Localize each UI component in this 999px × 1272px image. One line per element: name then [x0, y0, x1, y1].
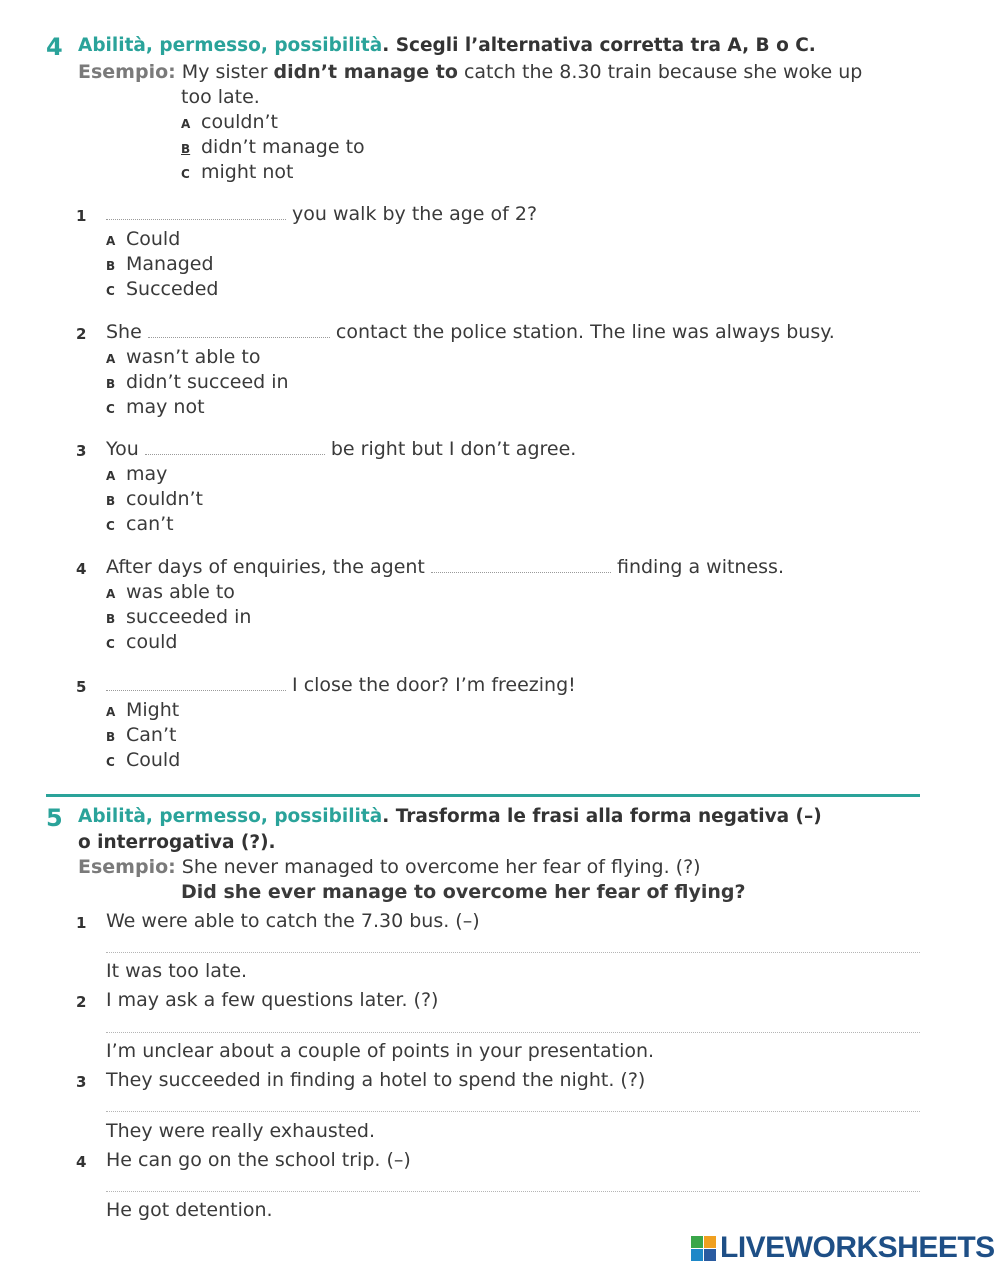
example-option-c — [181, 161, 294, 183]
option-letter: B — [106, 377, 116, 391]
question-2-option-c[interactable] — [106, 396, 205, 418]
exercise-5-title — [78, 806, 822, 827]
answer-blank[interactable] — [106, 205, 286, 220]
option-text: didn’t succeed in — [126, 371, 289, 393]
option-text: may not — [126, 396, 205, 418]
transform-sentence-2: I may ask a few questions later. (?) — [106, 989, 439, 1011]
option-letter: C — [106, 755, 115, 769]
option-letter: A — [106, 352, 116, 366]
question-number: 3 — [76, 442, 87, 460]
question-text: finding a witness. — [616, 556, 784, 578]
option-text: Succeded — [126, 278, 219, 300]
option-letter: C — [106, 284, 115, 298]
question-2-option-a[interactable] — [106, 346, 260, 368]
followup-3: They were really exhausted. — [106, 1120, 376, 1142]
transform-sentence-3: They succeeded in finding a hotel to spend the night. (?) — [106, 1069, 646, 1091]
question-4-option-c[interactable] — [106, 631, 177, 653]
question-5-option-c[interactable] — [106, 749, 180, 771]
option-text: was able to — [126, 581, 235, 603]
example-text-after: catch the 8.30 train because she woke up — [457, 61, 863, 83]
option-text: Managed — [126, 253, 214, 275]
question-5-stem — [106, 674, 576, 696]
answer-line-1[interactable] — [106, 952, 920, 953]
question-number: 2 — [76, 325, 87, 343]
answer-line-2[interactable] — [106, 1032, 920, 1033]
option-text: Can’t — [126, 724, 177, 746]
example-option-a — [181, 111, 278, 133]
question-1-stem — [106, 203, 537, 225]
transform-sentence-4: He can go on the school trip. (–) — [106, 1149, 411, 1171]
exercise-5-title-topic: Abilità, permesso, possibilità — [78, 806, 383, 827]
question-3-option-c[interactable] — [106, 513, 174, 535]
question-2-option-b[interactable] — [106, 371, 289, 393]
exercise-4-title-instruction: . Scegli l’alternativa corretta tra A, B o C. — [382, 35, 816, 56]
example-line2: too late. — [181, 86, 260, 108]
question-1-option-b[interactable] — [106, 253, 214, 275]
option-letter: A — [181, 117, 191, 131]
answer-line-3[interactable] — [106, 1111, 920, 1112]
question-number: 4 — [76, 560, 87, 578]
question-1-option-a[interactable] — [106, 228, 180, 250]
option-text: could — [126, 631, 178, 653]
answer-blank[interactable] — [145, 440, 325, 455]
question-number: 3 — [76, 1073, 87, 1091]
question-3-option-a[interactable] — [106, 463, 167, 485]
option-letter: B — [106, 730, 116, 744]
exercise-4-title — [78, 35, 816, 56]
question-text: I close the door? I’m freezing! — [292, 674, 576, 696]
followup-2: I’m unclear about a couple of points in your presentation. — [106, 1040, 655, 1062]
question-3-option-b[interactable] — [106, 488, 203, 510]
option-text: may — [126, 463, 168, 485]
option-text: didn’t manage to — [201, 136, 365, 158]
option-text: couldn’t — [126, 488, 203, 510]
option-letter: B — [106, 494, 116, 508]
question-number: 2 — [76, 993, 87, 1011]
option-text: wasn’t able to — [126, 346, 261, 368]
option-letter: C — [106, 519, 115, 533]
option-letter: A — [106, 234, 116, 248]
exercise-5-title-line2: o interrogativa (?). — [78, 832, 276, 853]
question-text-before: After days of enquiries, the agent — [106, 556, 425, 578]
option-text: succeeded in — [126, 606, 252, 628]
option-text: Might — [126, 699, 180, 721]
example-sentence: She never managed to overcome her fear of flying. (?) — [181, 856, 701, 878]
followup-1: It was too late. — [106, 960, 248, 982]
exercise-5-number: 5 — [46, 804, 63, 832]
question-number: 1 — [76, 207, 87, 225]
option-text: might not — [201, 161, 294, 183]
question-5-option-b[interactable] — [106, 724, 176, 746]
example-label: Esempio: — [78, 856, 176, 878]
liveworksheets-logo — [691, 1230, 995, 1266]
example-bold-answer: didn’t manage to — [273, 61, 458, 83]
question-3-stem — [106, 438, 576, 460]
question-text: contact the police station. The line was always busy. — [335, 321, 835, 343]
exercise-5-example — [78, 856, 701, 878]
section-divider — [46, 794, 920, 797]
option-letter: A — [106, 587, 116, 601]
answer-line-4[interactable] — [106, 1191, 920, 1192]
example-label: Esempio: — [78, 61, 176, 83]
example-text-before: My sister — [181, 61, 274, 83]
option-text: couldn’t — [201, 111, 278, 133]
question-4-stem — [106, 556, 784, 578]
option-letter-underlined: B — [181, 142, 191, 156]
question-number: 5 — [76, 678, 87, 696]
option-letter: C — [106, 637, 115, 651]
option-letter: C — [106, 402, 115, 416]
answer-blank[interactable] — [431, 558, 611, 573]
question-number: 1 — [76, 914, 87, 932]
question-number: 4 — [76, 1153, 87, 1171]
question-text: you walk by the age of 2? — [292, 203, 538, 225]
logo-text: LIVEWORKSHEETS — [720, 1231, 995, 1264]
option-letter: B — [106, 612, 116, 626]
question-text-before: She — [106, 321, 142, 343]
followup-4: He got detention. — [106, 1199, 273, 1221]
option-letter: B — [106, 259, 116, 273]
question-text-before: You — [106, 438, 139, 460]
question-1-option-c[interactable] — [106, 278, 219, 300]
example-option-b-correct — [181, 136, 365, 158]
exercise-4-example — [78, 61, 862, 83]
option-letter: A — [106, 469, 116, 483]
exercise-5-title-instruction: . Trasforma le frasi alla forma negativa (–) — [382, 806, 822, 827]
question-4-option-a[interactable] — [106, 581, 235, 603]
answer-blank[interactable] — [106, 676, 286, 691]
option-text: can’t — [126, 513, 174, 535]
question-text: be right but I don’t agree. — [330, 438, 577, 460]
exercise-4-title-topic: Abilità, permesso, possibilità — [78, 35, 383, 56]
exercise-4-number: 4 — [46, 33, 63, 61]
transform-sentence-1: We were able to catch the 7.30 bus. (–) — [106, 910, 480, 932]
question-5-option-a[interactable] — [106, 699, 179, 721]
option-text: Could — [126, 228, 181, 250]
logo-mark-icon — [691, 1236, 716, 1261]
option-letter: C — [181, 167, 190, 181]
example-answer: Did she ever manage to overcome her fear of flying? — [181, 881, 746, 903]
question-4-option-b[interactable] — [106, 606, 251, 628]
option-letter: A — [106, 705, 116, 719]
answer-blank[interactable] — [148, 323, 330, 338]
option-text: Could — [126, 749, 181, 771]
question-2-stem — [106, 321, 835, 343]
